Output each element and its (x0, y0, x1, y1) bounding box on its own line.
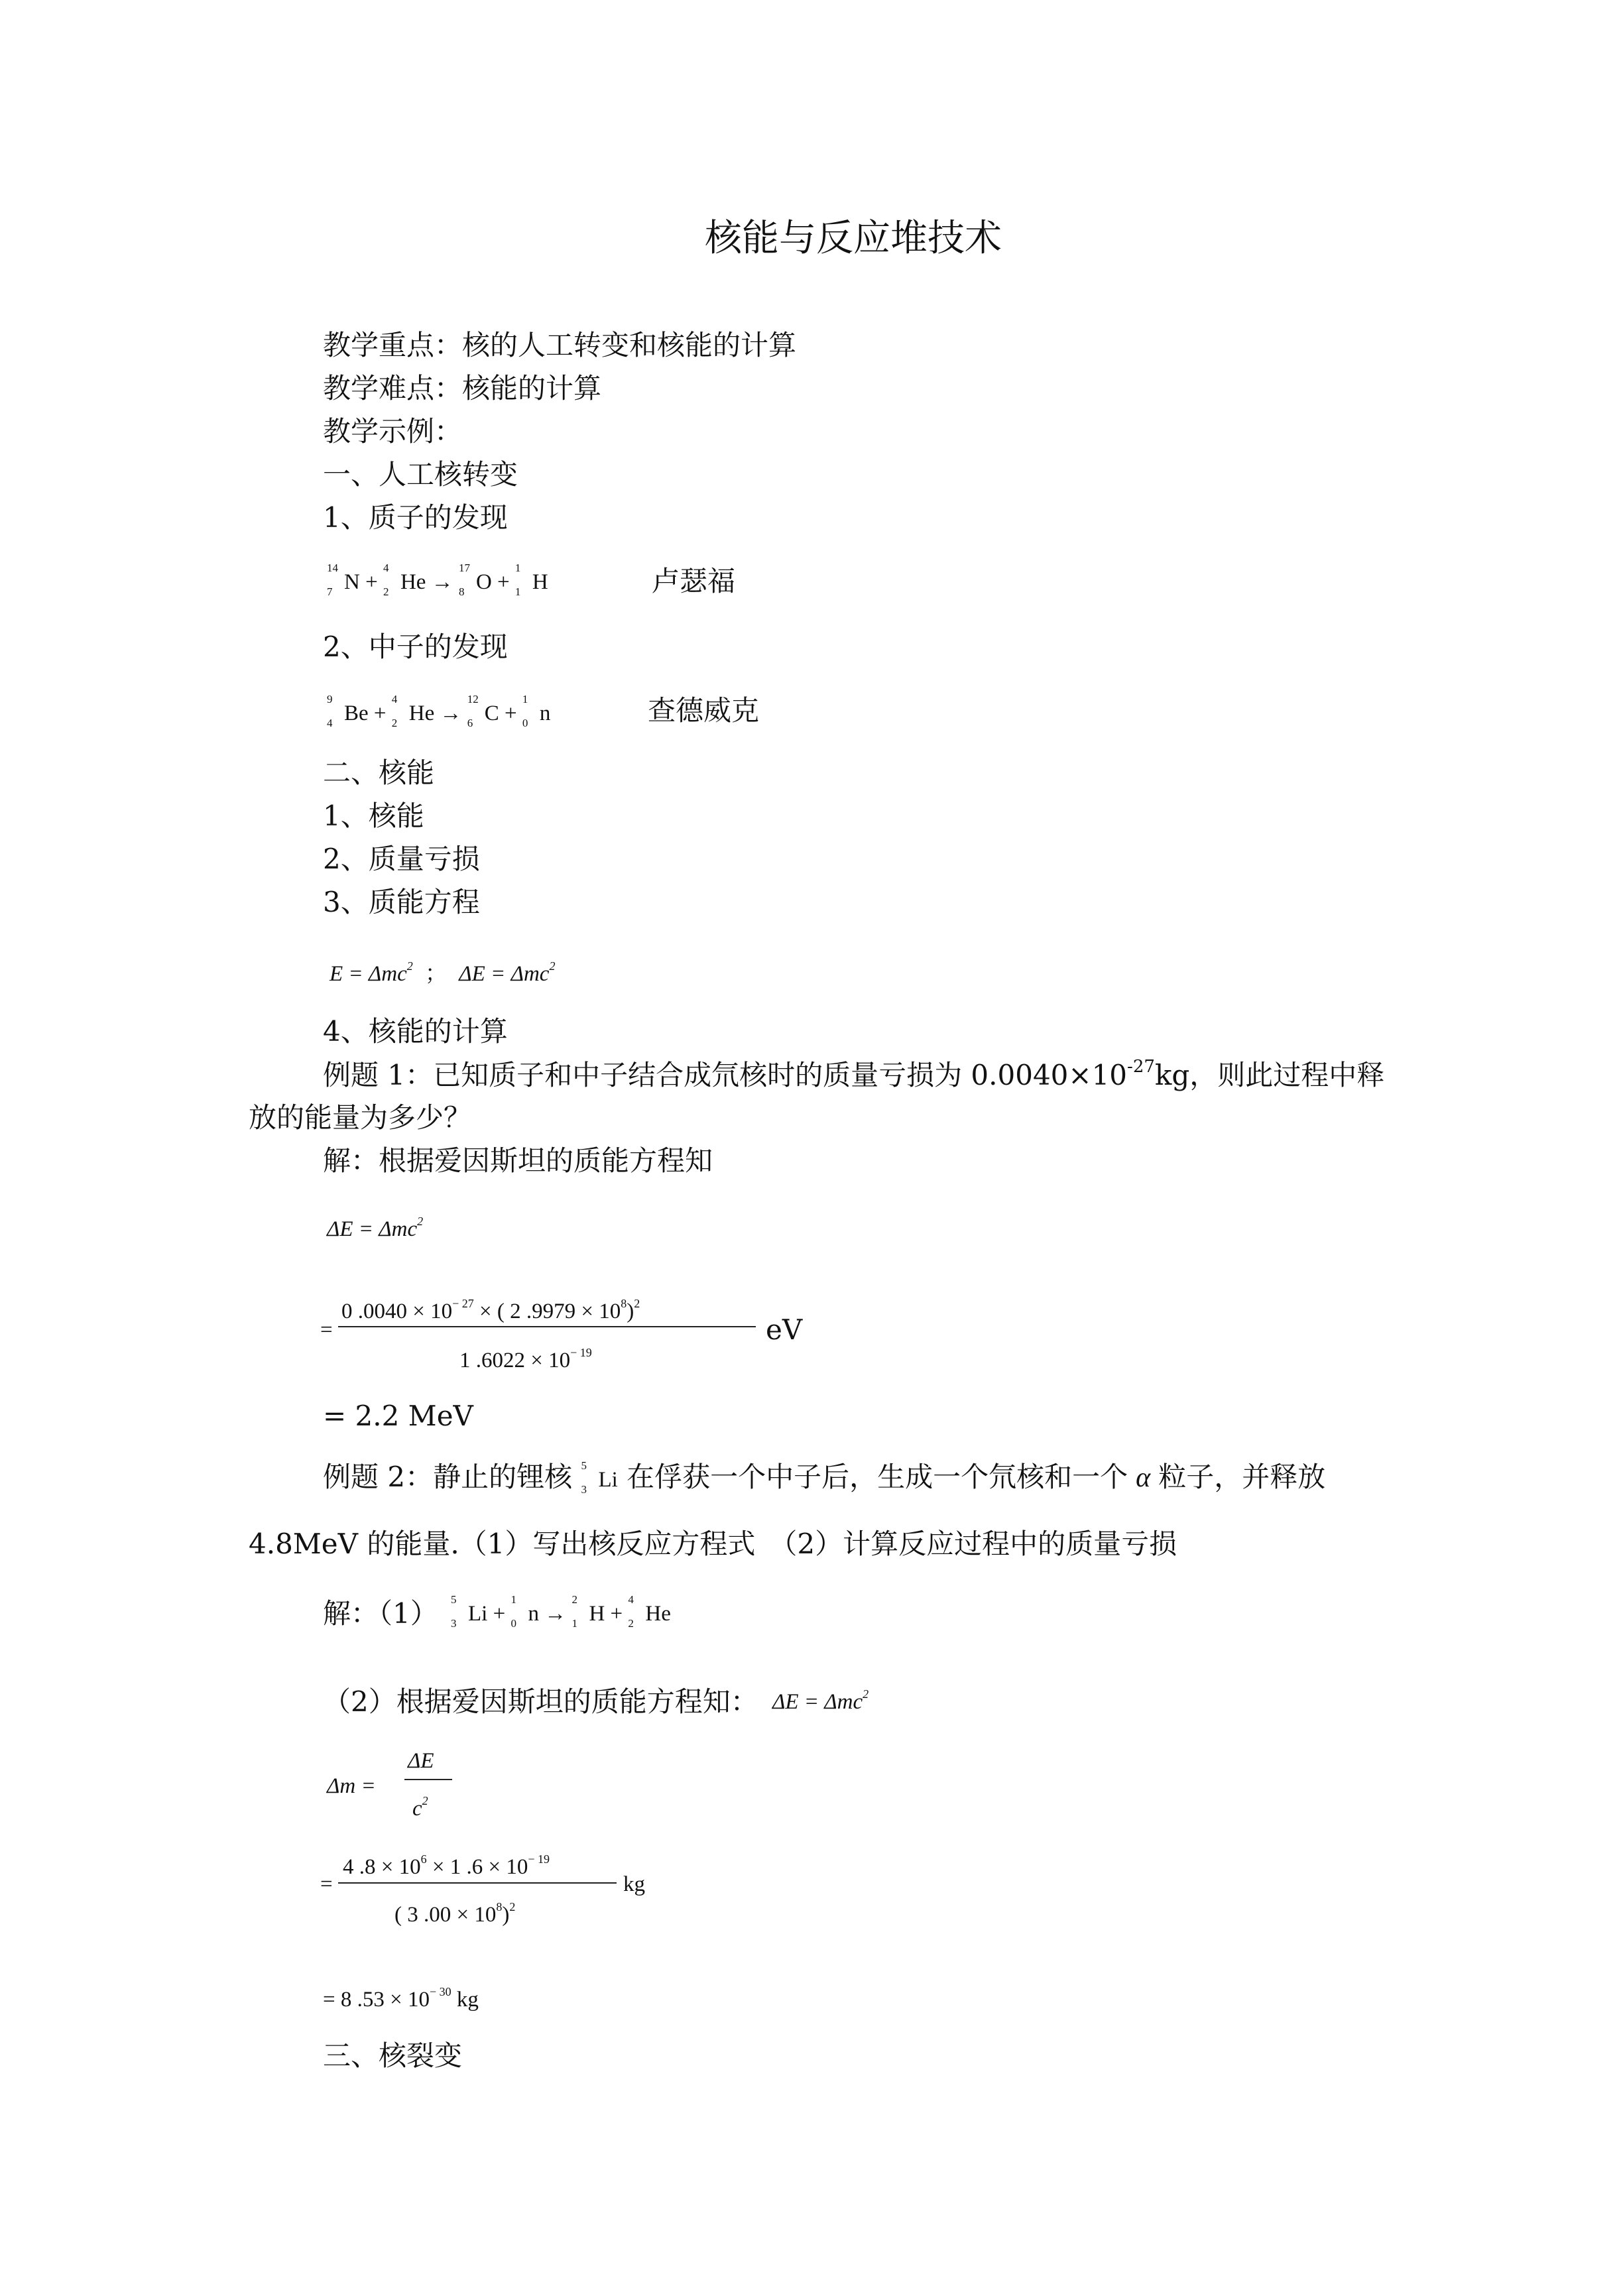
page-title: 核能与反应堆技术 (705, 217, 1002, 260)
example-1-solution-intro: 解：根据爱因斯坦的质能方程知 (323, 1144, 713, 1177)
scientist-rutherford: 卢瑟福 (652, 565, 736, 597)
example-1-delta-e: ΔE = Δmc$^2$ (327, 1215, 424, 1241)
scientist-chadwick: 查德威克 (648, 694, 760, 727)
calc-2-denominator: ( 3 $.00 \times 10^8)^2$ (394, 1900, 516, 1927)
example-2-question-cont: 4.8MeV 的能量.（1）写出核反应方程式 （2）计算反应过程中的质量亏损 (249, 1528, 1177, 1560)
example-2-solution-2: （2）根据爱因斯坦的质能方程知： (323, 1685, 758, 1718)
calc-2-result: = 8 $.53 \times 10^{- 30}$ kg (323, 1985, 479, 2012)
teaching-difficulty: 教学难点：核能的计算 (323, 372, 602, 404)
example-2-solution-1: 解：（1） (323, 1597, 438, 1630)
nuclear-energy-item: 1、核能 (323, 800, 424, 832)
proton-discovery-heading: 1、质子的发现 (323, 501, 508, 534)
mass-energy-equation: E = Δmc$^2$ ； ΔE = Δmc$^2$ (330, 959, 556, 986)
equals-sign: = (320, 1318, 333, 1342)
teaching-focus: 教学重点：核的人工转变和核能的计算 (323, 329, 797, 361)
section-3-heading: 三、核裂变 (323, 2039, 463, 2072)
calc-2-numerator: 4 $.8 \times 10^6 \times 1$ $.6 \times 10^{- 19}$ (343, 1852, 550, 1879)
calc-2-unit: kg (623, 1872, 645, 1896)
example-2-question: 例题 2：静止的锂核 5 3 Li 在俘获一个中子后，生成一个氘核和一个 α 粒子，并释放 (323, 1459, 1326, 1496)
calc-1-result: = 2.2 MeV (323, 1400, 473, 1432)
example-1-question: 例题 1：已知质子和中子结合成氘核时的质量亏损为 $0.0040\times 10^{-27}kg$，则此过程中释 (323, 1057, 1385, 1091)
energy-calculation-item: 4、核能的计算 (323, 1015, 508, 1048)
calc-1-denominator: 1 $.6022 \times 10^{- 19}$ (459, 1346, 592, 1372)
calc-1-fraction-bar (338, 1326, 756, 1327)
neutron-discovery-heading: 2、中子的发现 (323, 631, 508, 663)
section-1-heading: 一、人工核转变 (323, 458, 518, 491)
teaching-examples: 教学示例： (323, 415, 463, 448)
delta-m-numerator: ΔE (408, 1749, 434, 1773)
equals-sign-2: = (320, 1872, 333, 1896)
neutron-discovery-equation: 9 4 Be + 4 2 He → 12 6 C + 1 0 n (327, 693, 551, 729)
delta-m-fraction-bar (404, 1779, 452, 1780)
example-2-delta-e: ΔE = Δmc$^2$ (772, 1687, 869, 1714)
mass-energy-equation-item: 3、质能方程 (323, 886, 480, 918)
calc-1-unit: eV (766, 1313, 803, 1346)
section-2-heading: 二、核能 (323, 756, 435, 789)
example-1-question-cont: 放的能量为多少？ (249, 1101, 472, 1134)
lithium-reaction-equation: 5 3 Li + 1 0 n → 2 1 H + 4 2 He (451, 1593, 671, 1630)
delta-m-lhs: Δm = (327, 1774, 376, 1798)
mass-defect-item: 2、质量亏损 (323, 843, 480, 875)
proton-discovery-equation: 14 7 N + 4 2 He → 17 8 O + 1 1 H (327, 562, 548, 598)
calc-1-numerator: 0 $.0040 \times 10^{- 27}$ × ( 2 $.9979 \times 10^8)^2$ (341, 1297, 640, 1323)
calc-2-fraction-bar (338, 1882, 617, 1884)
delta-m-denominator: $c^2$ (412, 1794, 428, 1821)
